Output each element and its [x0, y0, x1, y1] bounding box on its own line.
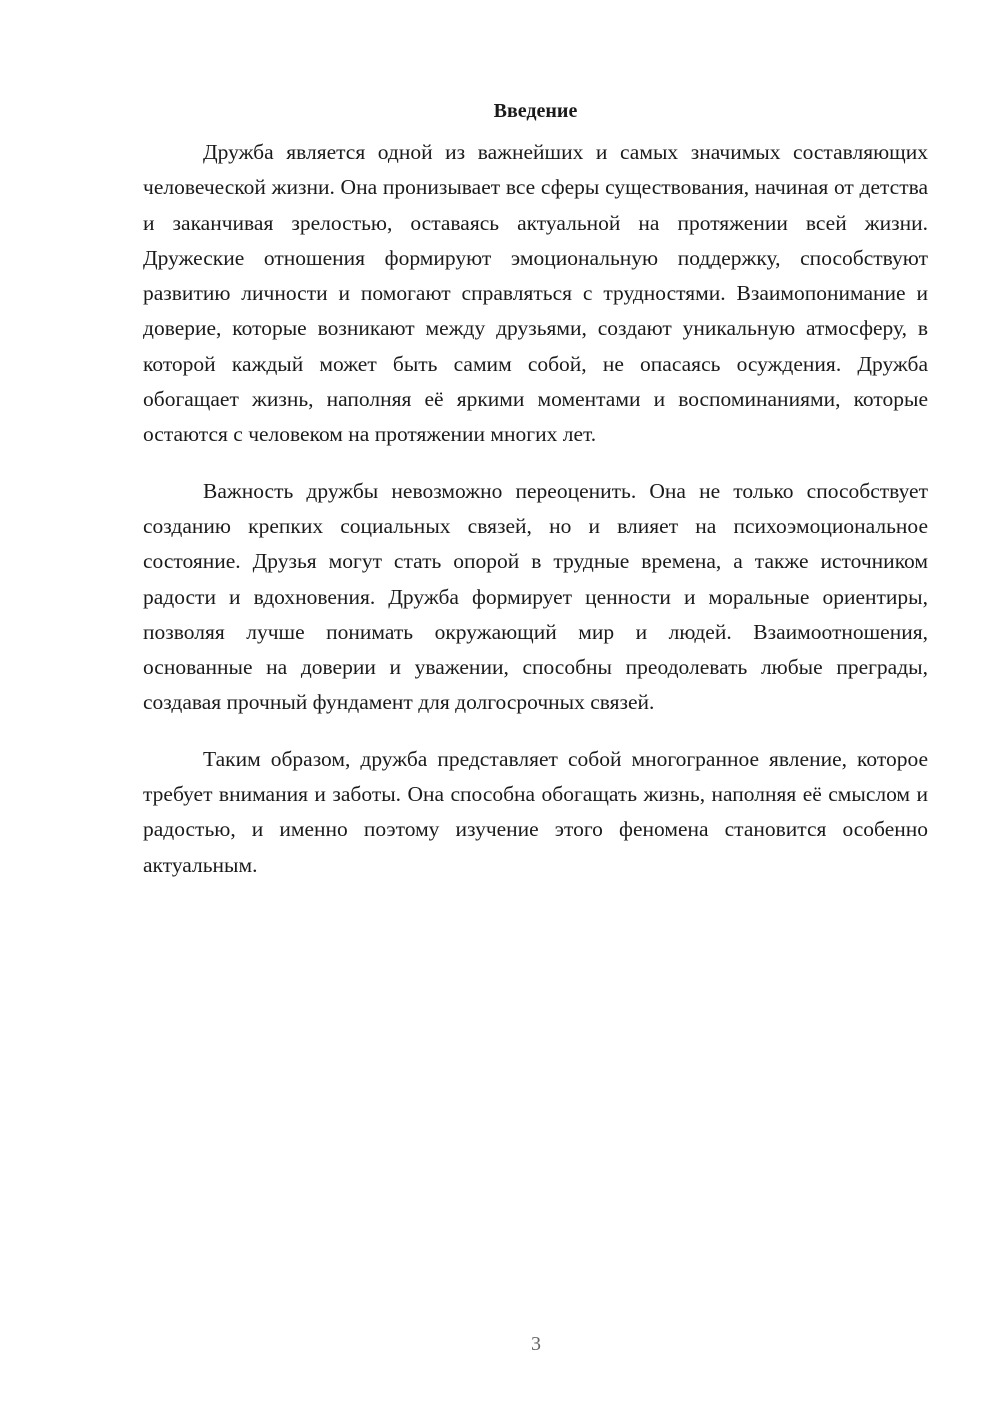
paragraph-3: Таким образом, дружба представляет собой многогранное явление, которое требует внимания и заботы. Она способна обогащать жизнь, наполняя её смыслом и радостью, и именно поэтому изучение этого феномена становится особенно актуальным.: [143, 746, 928, 877]
page-number: 3: [531, 1333, 541, 1355]
section-heading: Введение: [493, 100, 578, 122]
paragraph-1: Дружба является одной из важнейших и самых значимых составляющих человеческой жизни. Она пронизывает все сферы существования, начиная от детства и заканчивая зрелостью, оставаясь актуальной на протяжении всей жизни. Дружеские отношения формируют эмоциональную поддержку, способствуют развитию личности и помогают справляться с трудностями. Взаимопонимание и доверие, которые возникают между друзьями, создают уникальную атмосферу, в которой каждый может быть самим собой, не опасаясь осуждения. Дружба обогащает жизнь, наполняя её яркими моментами и воспоминаниями, которые остаются с человеком на протяжении многих лет.: [143, 140, 928, 447]
paragraph-2: Важность дружбы невозможно переоценить. Она не только способствует созданию крепких социальных связей, но и влияет на психоэмоциональное состояние. Друзья могут стать опорой в трудные времена, а также источником радости и вдохновения. Дружба формирует ценности и моральные ориентиры, позволяя лучше понимать окружающий мир и людей. Взаимоотношения, основанные на доверии и уважении, способны преодолевать любые преграды, создавая прочный фундамент для долгосрочных связей.: [143, 478, 928, 715]
page-content: [143, 93, 928, 883]
